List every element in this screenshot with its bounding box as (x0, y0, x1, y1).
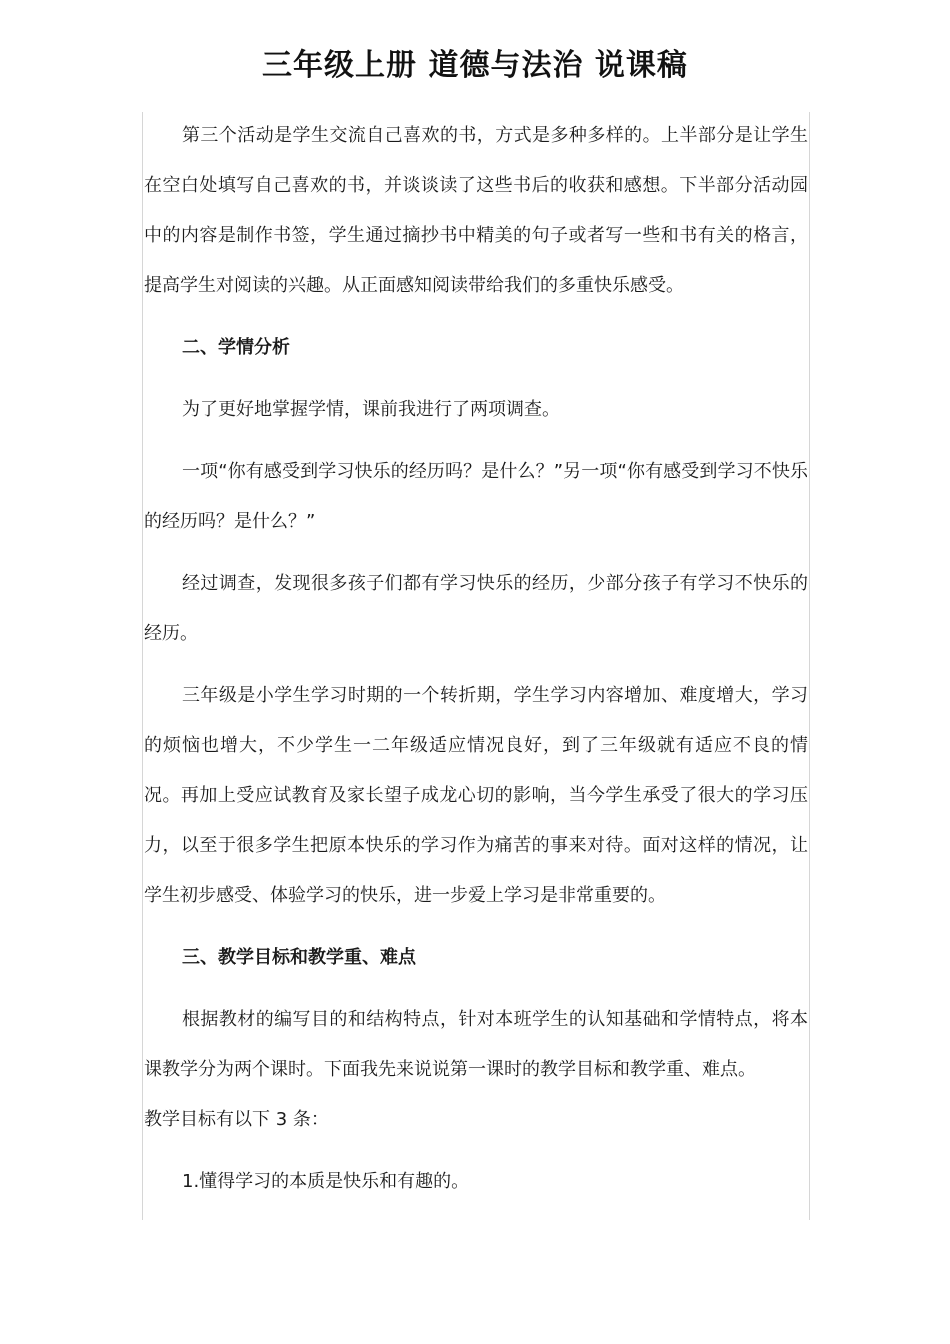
document-title: 三年级上册 道德与法治 说课稿 (262, 48, 688, 83)
paragraph-survey-result: 经过调查，发现很多孩子们都有学习快乐的经历，少部分孩子有学习不快乐的经历。 (144, 573, 808, 644)
document-body (144, 111, 808, 1219)
section-heading-teaching-goals: 三、教学目标和教学重、难点 (182, 947, 416, 968)
paragraph-goals-intro: 教学目标有以下 3 条： (144, 1109, 329, 1130)
paragraph-survey-questions: 一项“你有感受到学习快乐的经历吗？是什么？”另一项“你有感受到学习不快乐的经历吗？是什么？” (144, 461, 808, 532)
section-heading-learning-analysis: 二、学情分析 (182, 337, 290, 358)
paragraph-survey-intro: 为了更好地掌握学情，课前我进行了两项调查。 (182, 399, 560, 420)
paragraph-activity-three: 第三个活动是学生交流自己喜欢的书，方式是多种多样的。上半部分是让学生在空白处填写自己喜欢的书，并谈谈读了这些书后的收获和感想。下半部分活动园中的内容是制作书签，学生通过摘抄书中精美的句子或者写一些和书有关的格言，提高学生对阅读的兴趣。从正面感知阅读带给我们的多重快乐感受。 (144, 125, 808, 296)
goal-item-1: 1.懂得学习的本质是快乐和有趣的。 (182, 1171, 470, 1192)
paragraph-lesson-plan: 根据教材的编写目的和结构特点，针对本班学生的认知基础和学情特点，将本课教学分为两个课时。下面我先来说说第一课时的教学目标和教学重、难点。 (144, 1009, 808, 1080)
paragraph-grade-three-analysis: 三年级是小学生学习时期的一个转折期，学生学习内容增加、难度增大，学习的烦恼也增大，不少学生一二年级适应情况良好，到了三年级就有适应不良的情况。再加上受应试教育及家长望子成龙心切的影响，当今学生承受了很大的学习压力，以至于很多学生把原本快乐的学习作为痛苦的事来对待。面对这样的情况，让学生初步感受、体验学习的快乐，进一步爱上学习是非常重要的。 (144, 685, 808, 906)
